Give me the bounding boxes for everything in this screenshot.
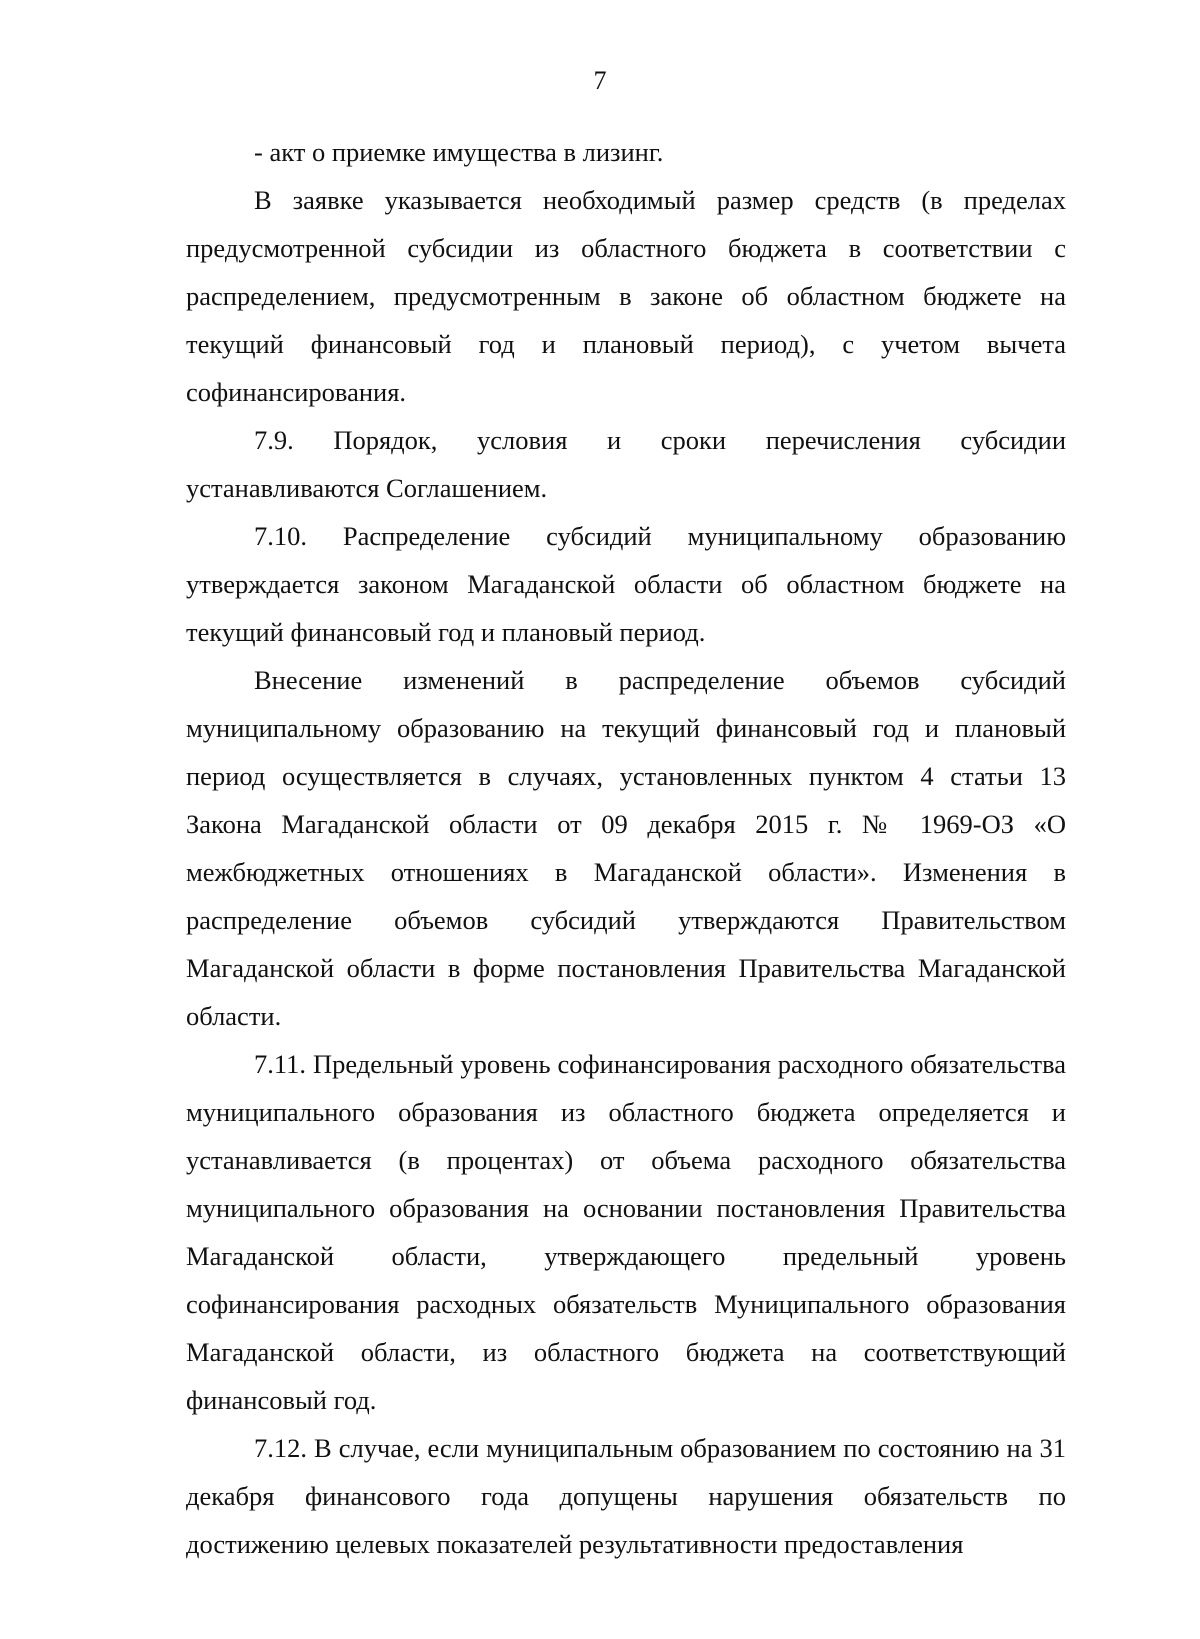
paragraph-7-9: 7.9. Порядок, условия и сроки перечисления субсидии устанавливаются Соглашением. [186, 425, 1066, 503]
paragraph-7-11: 7.11. Предельный уровень софинансирования расходного обязательства муниципального образования из областного бюджета определяется и устанавливается (в процентах) от объема расходного обязательства муниципального образования на основании постановления Правительства Магаданской области, утверждающего предельный уровень софинансирования расходных обязательств Муниципального образования Магаданской области, из областного бюджета на соответствующий финансовый год. [186, 1049, 1066, 1415]
document-body [186, 128, 1066, 1568]
paragraph-lease-act: - акт о приемке имущества в лизинг. [254, 137, 664, 167]
paragraph-7-12: 7.12. В случае, если муниципальным образованием по состоянию на 31 декабря финансового года допущены нарушения обязательств по достижению целевых показателей результативности предоставления [186, 1433, 1066, 1559]
paragraph-7-10: 7.10. Распределение субсидий муниципальному образованию утверждается законом Магаданской области об областном бюджете на текущий финансовый год и плановый период. [186, 521, 1066, 647]
page-number: 7 [593, 66, 607, 95]
paragraph-application-amount: В заявке указывается необходимый размер средств (в пределах предусмотренной субсидии из областного бюджета в соответствии с распределением, предусмотренным в законе об областном бюджете на текущий финансовый год и плановый период), с учетом вычета софинансирования. [186, 185, 1066, 407]
paragraph-distribution-changes: Внесение изменений в распределение объемов субсидий муниципальному образованию на текущий финансовый год и плановый период осуществляется в случаях, установленных пунктом 4 статьи 13 Закона Магаданской области от 09 декабря 2015 г. № 1969-ОЗ «О межбюджетных отношениях в Магаданской области». Изменения в распределение объемов субсидий утверждаются Правительством Магаданской области в форме постановления Правительства Магаданской области. [186, 665, 1066, 1031]
